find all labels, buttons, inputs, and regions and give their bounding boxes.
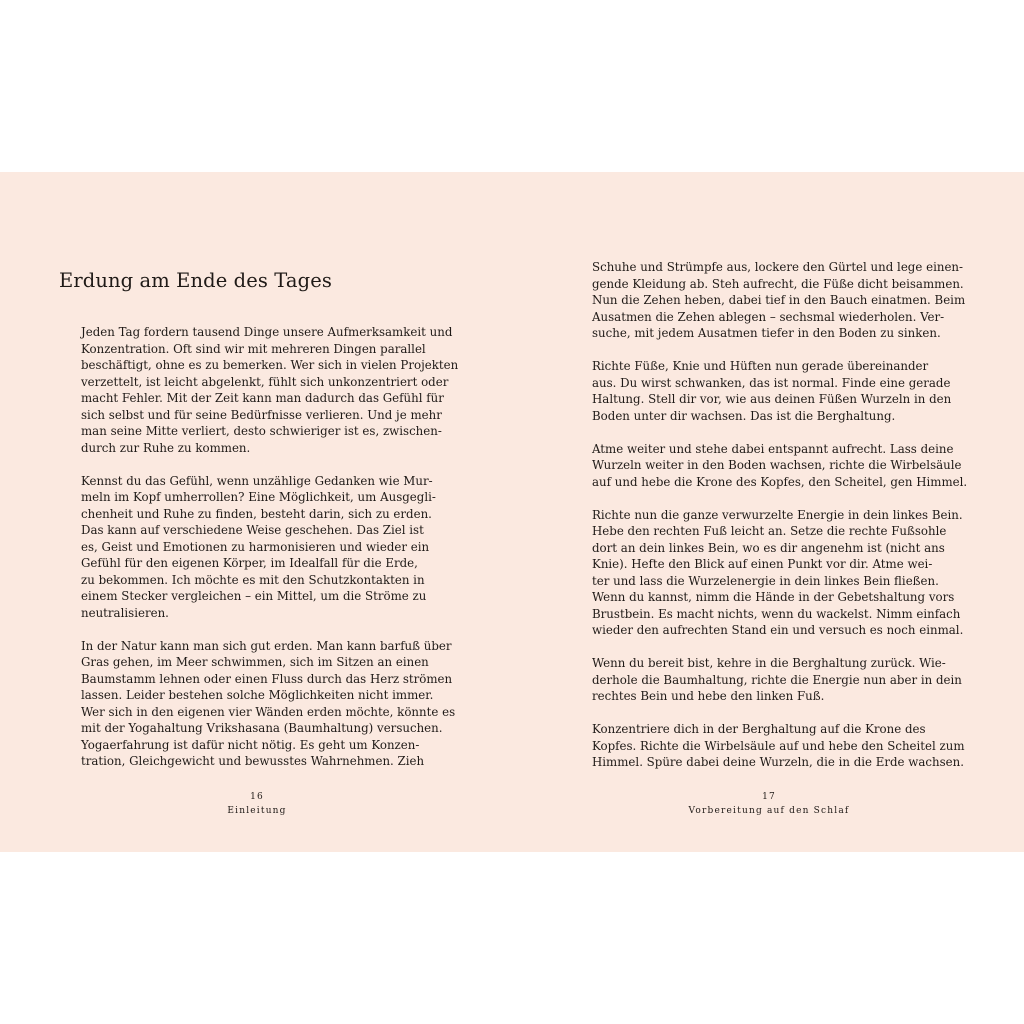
text-line: beschäftigt, ohne es zu bemerken. Wer sich in vielen Projekten bbox=[81, 358, 459, 372]
text-line: suche, mit jedem Ausatmen tiefer in den Boden zu sinken. bbox=[592, 326, 941, 340]
text-line: dort an dein linkes Bein, wo es dir angenehm ist (nicht ans bbox=[592, 540, 945, 555]
text-line: durch zur Ruhe zu kommen. bbox=[81, 440, 251, 455]
text-line: Schuhe und Strümpfe aus, lockere den Gürtel und lege einen- bbox=[592, 260, 964, 274]
text-line: Knie). Hefte den Blick auf einen Punkt vor dir. Atme wei- bbox=[592, 557, 933, 571]
text-line: ter und lass die Wurzelenergie in dein linkes Bein fließen. bbox=[592, 573, 939, 588]
text-line: lassen. Leider bestehen solche Möglichkeiten nicht immer. bbox=[81, 688, 434, 702]
text-line: Wenn du bereit bist, kehre in die Berghaltung zurück. Wie- bbox=[592, 656, 946, 670]
text-line: Baumstamm lehnen oder einen Fluss durch das Herz strömen bbox=[81, 671, 453, 686]
text-line: Atme weiter und stehe dabei entspannt aufrecht. Lass deine bbox=[592, 441, 954, 456]
text-line: Himmel. Spüre dabei deine Wurzeln, die in die Erde wachsen. bbox=[592, 755, 964, 769]
text-line: man seine Mitte verliert, desto schwieriger ist es, zwischen- bbox=[81, 424, 442, 438]
text-line: meln im Kopf umherrollen? Eine Möglichkeit, um Ausgegli- bbox=[81, 490, 436, 504]
text-line: chenheit und Ruhe zu finden, besteht darin, sich zu erden. bbox=[81, 506, 432, 521]
left-page-body bbox=[81, 324, 459, 786]
text-line: macht Fehler. Mit der Zeit kann man dadurch das Gefühl für bbox=[81, 391, 444, 405]
text-line: Richte Füße, Knie und Hüften nun gerade übereinander bbox=[592, 359, 929, 373]
page-number: 16 bbox=[250, 792, 264, 802]
text-line: Nun die Zehen heben, dabei tief in den Bauch einatmen. Beim bbox=[592, 293, 966, 307]
body-paragraph bbox=[592, 655, 962, 705]
text-line: Boden unter dir wachsen. Das ist die Berghaltung. bbox=[592, 408, 896, 423]
text-line: In der Natur kann man sich gut erden. Man kann barfuß über bbox=[81, 638, 452, 653]
text-line: aus. Du wirst schwanken, das ist normal. Finde eine gerade bbox=[592, 375, 951, 390]
text-line: Gras gehen, im Meer schwimmen, sich im Sitzen an einen bbox=[81, 655, 429, 669]
text-line: mit der Yogahaltung Vrikshasana (Baumhaltung) versuchen. bbox=[81, 721, 443, 735]
text-line: derhole die Baumhaltung, richte die Energie nun aber in dein bbox=[592, 672, 962, 687]
text-line: Hebe den rechten Fuß leicht an. Setze die rechte Fußsohle bbox=[592, 524, 947, 538]
text-line: Yogaerfahrung ist dafür nicht nötig. Es geht um Konzen- bbox=[81, 737, 420, 752]
left-page-folio bbox=[157, 790, 357, 818]
text-line: tration, Gleichgewicht und bewusstes Wahrnehmen. Zieh bbox=[81, 754, 425, 768]
text-line: einem Stecker vergleichen – ein Mittel, um die Ströme zu bbox=[81, 589, 427, 603]
body-paragraph bbox=[81, 638, 456, 770]
running-footer: Vorbereitung auf den Schlaf bbox=[688, 806, 850, 816]
text-line: auf und hebe die Krone des Kopfes, den Scheitel, gen Himmel. bbox=[592, 474, 968, 489]
body-paragraph bbox=[592, 721, 965, 771]
right-page-body bbox=[592, 259, 968, 787]
text-line: Brustbein. Es macht nichts, wenn du wackelst. Nimm einfach bbox=[592, 606, 961, 621]
text-line: gende Kleidung ab. Steh aufrecht, die Füße dicht beisammen. bbox=[592, 276, 964, 291]
page-title: Erdung am Ende des Tages bbox=[59, 269, 332, 292]
text-line: Kennst du das Gefühl, wenn unzählige Gedanken wie Mur- bbox=[81, 473, 433, 488]
text-line: Wenn du kannst, nimm die Hände in der Gebetshaltung vors bbox=[592, 590, 955, 604]
text-line: Konzentriere dich in der Berghaltung auf die Krone des bbox=[592, 722, 926, 736]
body-paragraph bbox=[592, 358, 952, 424]
text-line: wieder den aufrechten Stand ein und versuch es noch einmal. bbox=[592, 623, 964, 637]
text-line: Richte nun die ganze verwurzelte Energie in dein linkes Bein. bbox=[592, 507, 963, 522]
page-number: 17 bbox=[762, 792, 776, 802]
text-line: zu bekommen. Ich möchte es mit den Schutzkontakten in bbox=[81, 572, 425, 587]
body-paragraph bbox=[81, 473, 441, 622]
text-line: Ausatmen die Zehen ablegen – sechsmal wiederholen. Ver- bbox=[592, 309, 945, 324]
body-paragraph bbox=[81, 324, 459, 456]
running-footer: Einleitung bbox=[227, 806, 287, 816]
text-line: Kopfes. Richte die Wirbelsäule auf und hebe den Scheitel zum bbox=[592, 738, 965, 753]
text-line: sich selbst und für seine Bedürfnisse verlieren. Und je mehr bbox=[81, 407, 442, 422]
text-line: Wer sich in den eigenen vier Wänden erden möchte, könnte es bbox=[81, 704, 456, 719]
text-line: Wurzeln weiter in den Boden wachsen, richte die Wirbelsäule bbox=[592, 458, 962, 472]
text-line: es, Geist und Emotionen zu harmonisieren und wieder ein bbox=[81, 539, 430, 554]
text-line: Das kann auf verschiedene Weise geschehen. Das Ziel ist bbox=[81, 523, 424, 537]
text-line: Jeden Tag fordern tausend Dinge unsere Aufmerksamkeit und bbox=[81, 325, 453, 339]
body-paragraph bbox=[592, 507, 964, 639]
text-line: Gefühl für den eigenen Körper, im Idealfall für die Erde, bbox=[81, 556, 418, 570]
text-line: Konzentration. Oft sind wir mit mehreren Dingen parallel bbox=[81, 341, 426, 356]
text-line: rechtes Bein und hebe den linken Fuß. bbox=[592, 689, 825, 703]
text-line: Haltung. Stell dir vor, wie aus deinen Füßen Wurzeln in den bbox=[592, 392, 952, 406]
body-paragraph bbox=[592, 441, 968, 491]
text-line: neutralisieren. bbox=[81, 605, 169, 620]
text-line: verzettelt, ist leicht abgelenkt, fühlt sich unkonzentriert oder bbox=[81, 374, 449, 389]
right-page-folio bbox=[669, 790, 869, 818]
body-paragraph bbox=[592, 259, 966, 342]
